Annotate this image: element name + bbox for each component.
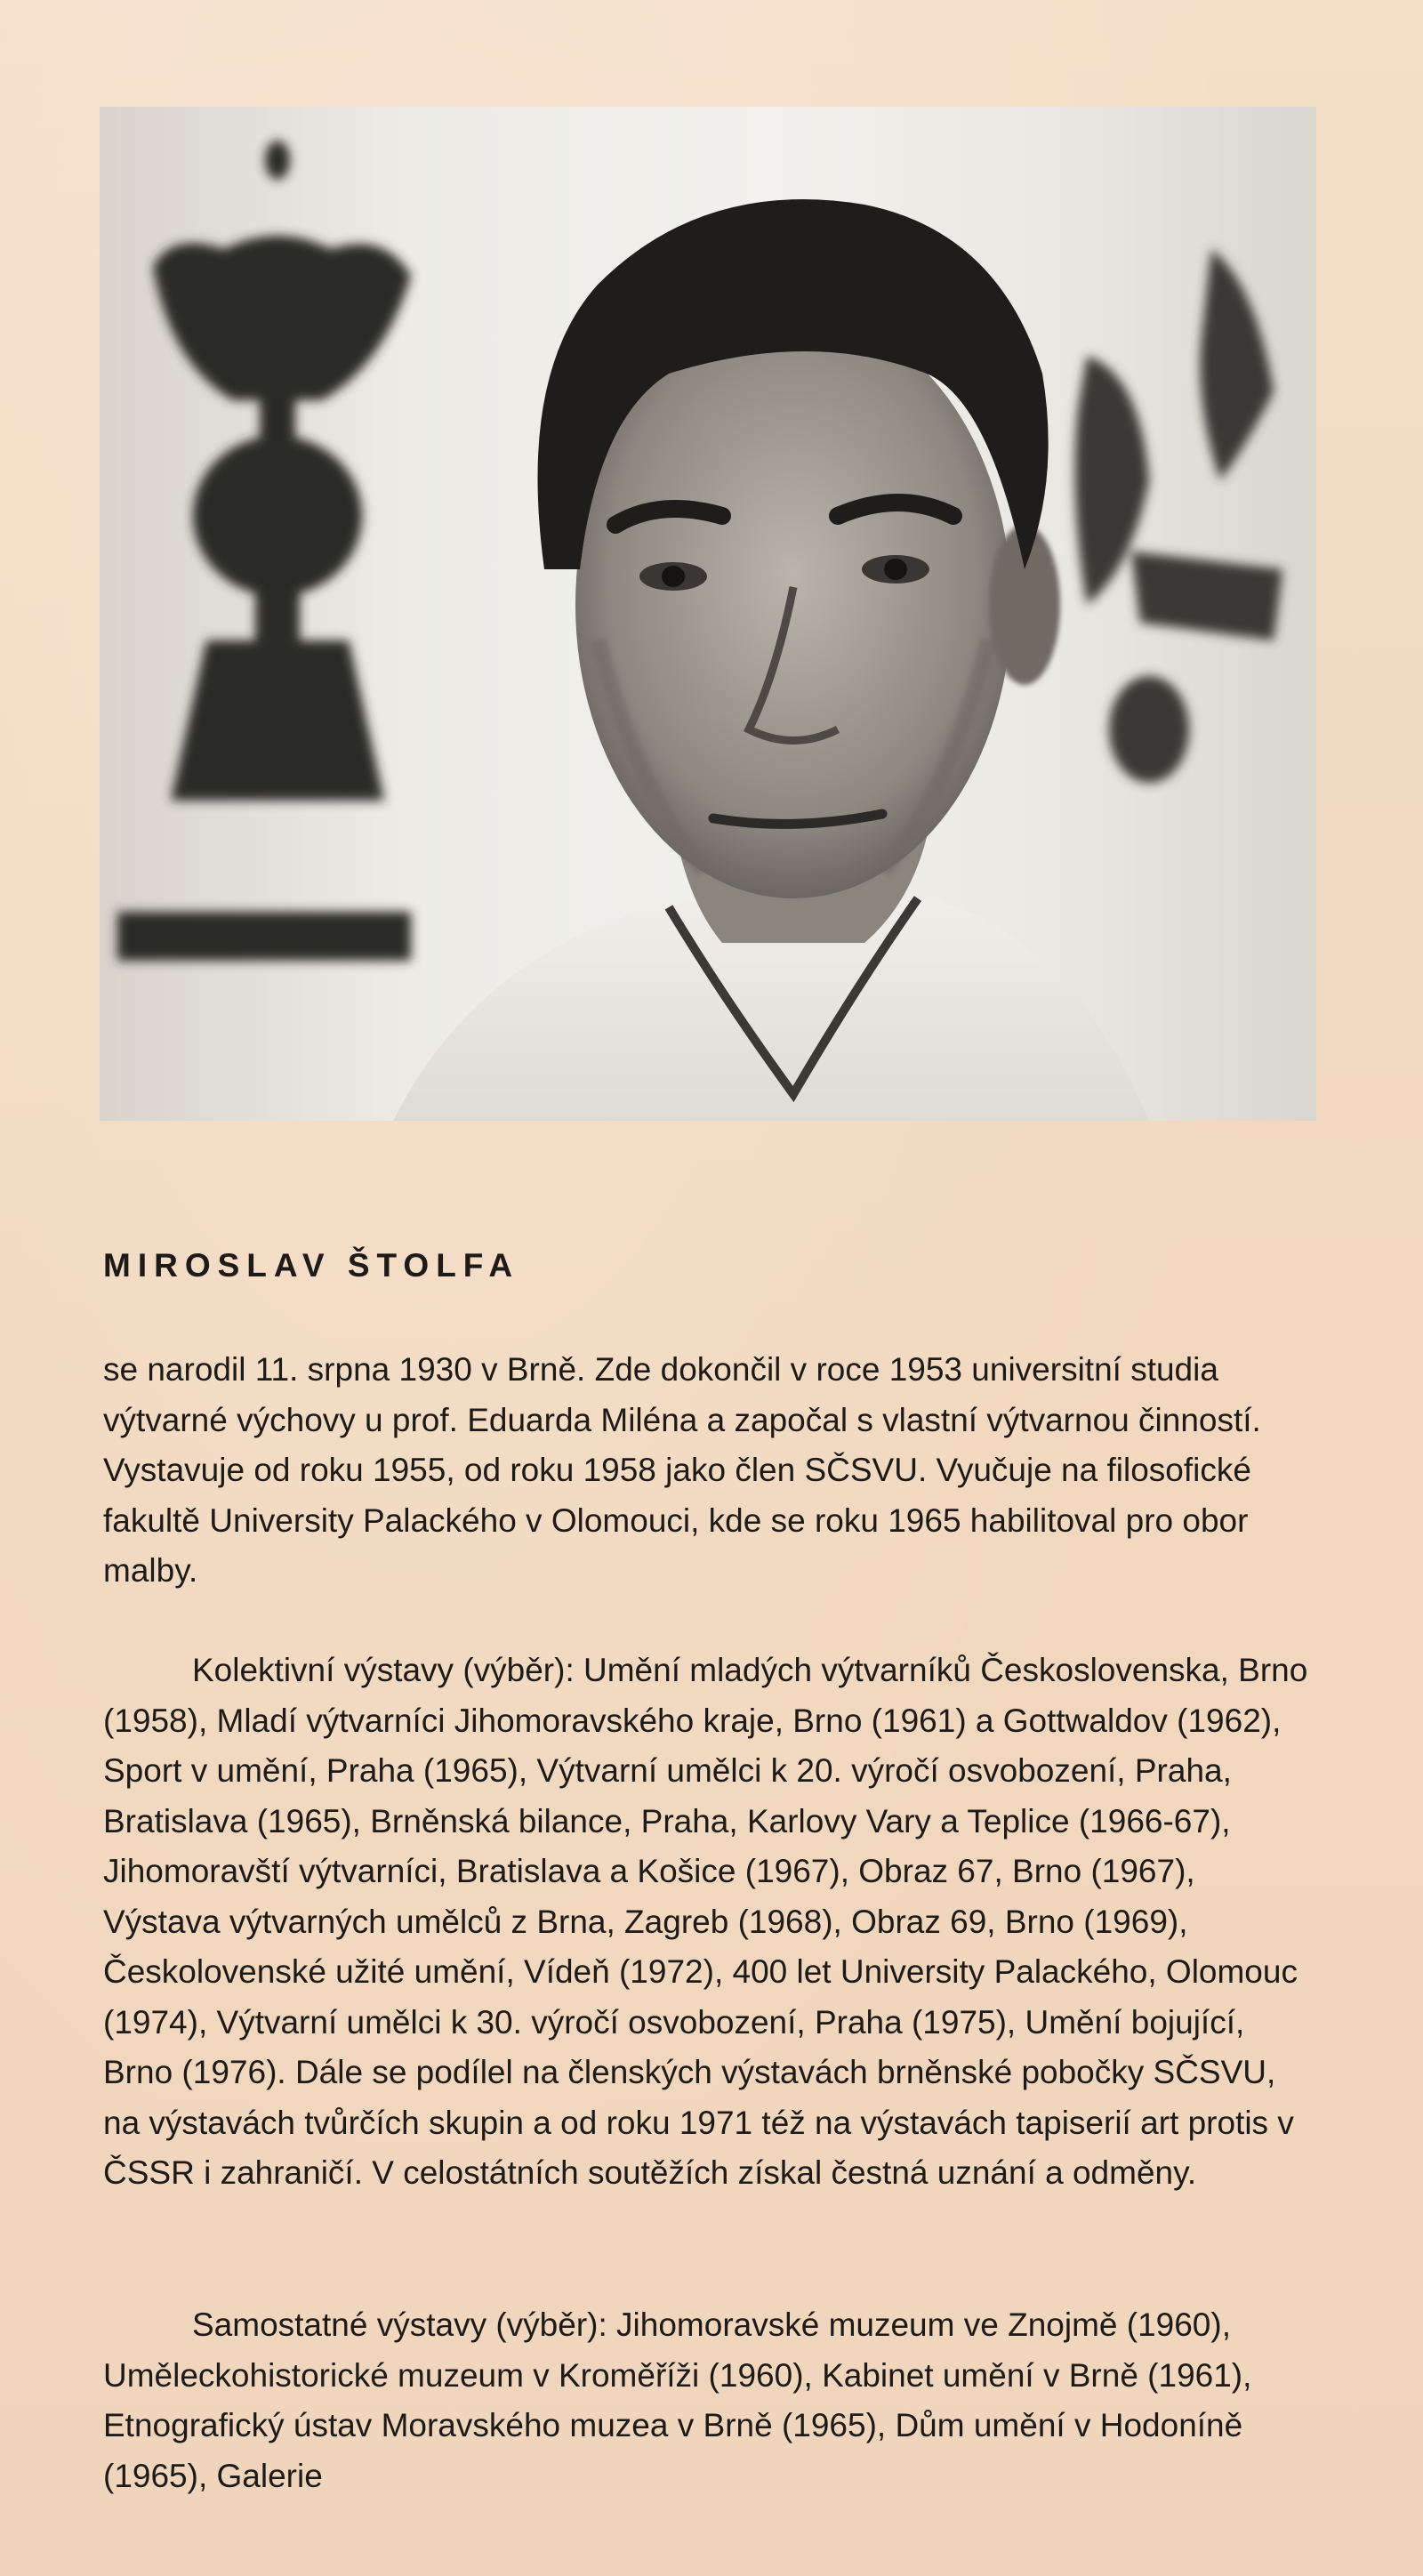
portrait-photo xyxy=(100,107,1316,1121)
biography-intro: se narodil 11. srpna 1930 v Brně. Zde dokončil v roce 1953 universitní studia výtvarné výchovy u prof. Eduarda Miléna a započal s vlastní výtvarnou činností. Vystavuje od roku 1955, od roku 1958 jako člen SČSVU. Vyučuje na filosofické fakultě University Palackého v Olomouci, kde se roku 1965 habilitoval pro obor malby. xyxy=(103,1351,1261,1589)
solo-exhibitions: Samostatné výstavy (výběr): Jihomoravské muzeum ve Znojmě (1960), Uměleckohistorické muzeum v Kroměříži (1960), Kabinet umění v Brně (1961), Etnografický ústav Moravského muzea v Brně (1965), Dům umění v Hodoníně (1965), Galerie xyxy=(103,2306,1252,2494)
artist-name: MIROSLAV ŠTOLFA xyxy=(103,1247,520,1284)
collective-exhibitions: Kolektivní výstavy (výběr): Umění mladých výtvarníků Československa, Brno (1958), Mladí výtvarníci Jihomoravského kraje, Brno (1961) a Gottwaldov (1962), Sport v umění, Praha (1965), Výtvarní umělci k 20. výročí osvobození, Praha, Bratislava (1965), Brněnská bilance, Praha, Karlovy Vary a Teplice (1966-67), Jihomoravští výtvarníci, Bratislava a Košice (1967), Obraz 67, Brno (1967), Výstava výtvarných umělců z Brna, Zagreb (1968), Obraz 69, Brno (1969), Českolovenské užité umění, Vídeň (1972), 400 let University Palackého, Olomouc (1974), Výtvarní umělci k 30. výročí osvobození, Praha (1975), Umění bojující, Brno (1976). Dále se podílel na členských výstavách brněnské pobočky SČSVU, na výstavách tvůrčích skupin a od roku 1971 též na výstavách tapiserií art protis v ČSSR i zahraničí. V celostátních soutěžích získal čestná uznání a odměny. xyxy=(103,1652,1308,2191)
